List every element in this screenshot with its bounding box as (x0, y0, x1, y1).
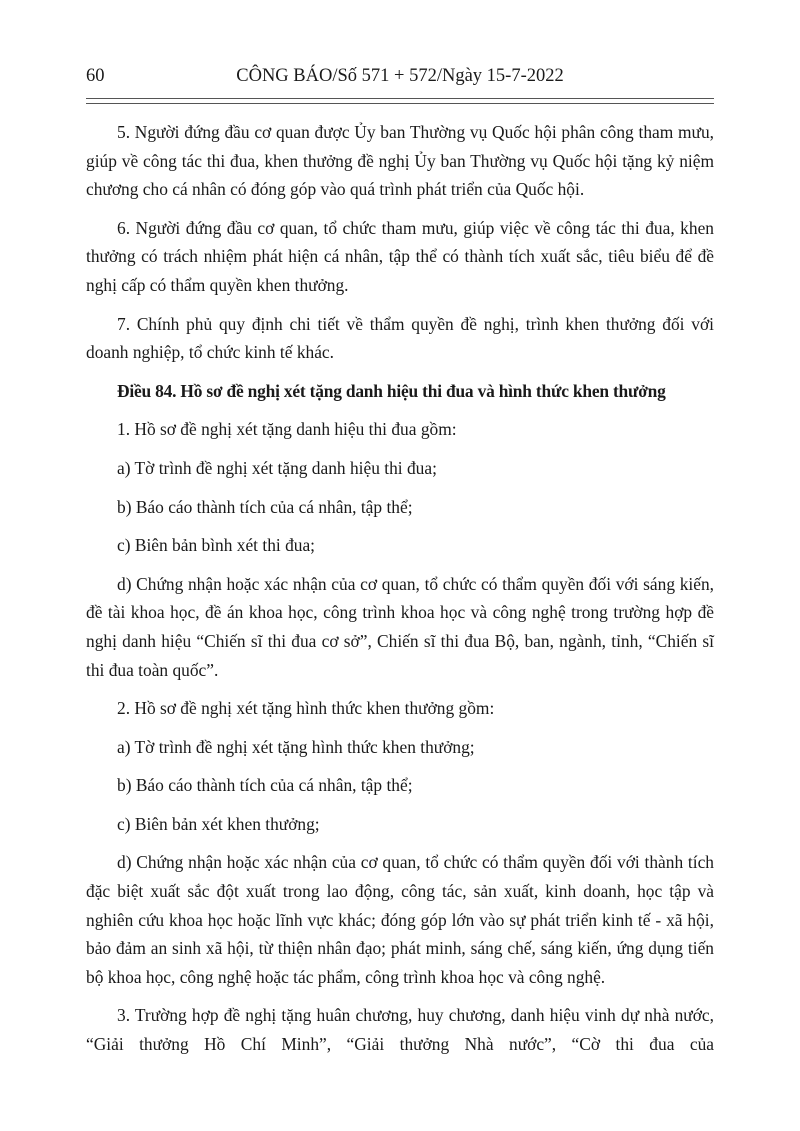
clause-1-b: b) Báo cáo thành tích của cá nhân, tập thể; (117, 496, 413, 517)
clause-2-d: d) Chứng nhận hoặc xác nhận của cơ quan, tổ chức có thẩm quyền đối với thành tích đặc biệt xuất sắc đột xuất trong lao động, công tác, sản xuất, kinh doanh, học tập và nghiên cứu khoa học hoặc lĩnh vực khác; đóng góp lớn vào sự phát triển kinh tế - xã hội, bảo đảm an sinh xã hội, từ thiện nhân đạo; phát minh, sáng chế, sáng kiến, ứng dụng tiến bộ khoa học, công nghệ hoặc tác phẩm, công trình khoa học và công nghệ. (86, 852, 714, 987)
page-header (86, 66, 714, 96)
clause-2-b: b) Báo cáo thành tích của cá nhân, tập thể; (117, 775, 413, 796)
clause-1-c: c) Biên bản bình xét thi đua; (117, 535, 316, 556)
paragraph-5: 5. Người đứng đầu cơ quan được Ủy ban Thường vụ Quốc hội phân công tham mưu, giúp về công tác thi đua, khen thưởng đề nghị Ủy ban Thường vụ Quốc hội tặng kỷ niệm chương cho cá nhân có đóng góp vào quá trình phát triển của Quốc hội. (86, 122, 714, 200)
article-84-heading: Điều 84. Hồ sơ đề nghị xét tặng danh hiệu thi đua và hình thức khen thưởng (117, 380, 666, 401)
header-double-rule (86, 98, 714, 104)
clause-2-c: c) Biên bản xét khen thưởng; (117, 813, 320, 834)
clause-1-a: a) Tờ trình đề nghị xét tặng danh hiệu thi đua; (117, 457, 437, 478)
clause-1: 1. Hồ sơ đề nghị xét tặng danh hiệu thi đua gồm: (117, 419, 457, 440)
clause-2-a: a) Tờ trình đề nghị xét tặng hình thức khen thưởng; (117, 736, 475, 757)
document-body (86, 118, 714, 1069)
paragraph-7: 7. Chính phủ quy định chi tiết về thẩm quyền đề nghị, trình khen thưởng đối với doanh nghiệp, tổ chức kinh tế khác. (86, 313, 714, 363)
running-title: CÔNG BÁO/Số 571 + 572/Ngày 15-7-2022 (236, 66, 564, 86)
page-number: 60 (86, 66, 105, 86)
clause-1-d: d) Chứng nhận hoặc xác nhận của cơ quan, tổ chức có thẩm quyền đối với sáng kiến, đề tài khoa học, đề án khoa học, công trình khoa học và công nghệ trong trường hợp đề nghị danh hiệu “Chiến sĩ thi đua cơ sở”, Chiến sĩ thi đua Bộ, ban, ngành, tỉnh, “Chiến sĩ thi đua toàn quốc”. (86, 573, 714, 680)
paragraph-6: 6. Người đứng đầu cơ quan, tổ chức tham mưu, giúp việc về công tác thi đua, khen thưởng có trách nhiệm phát hiện cá nhân, tập thể có thành tích xuất sắc, tiêu biểu để đề nghị cấp có thẩm quyền khen thưởng. (86, 217, 714, 295)
clause-3: 3. Trường hợp đề nghị tặng huân chương, huy chương, danh hiệu vinh dự nhà nước, “Giải thưởng Hồ Chí Minh”, “Giải thưởng Nhà nước”, “Cờ thi đua của (86, 1005, 714, 1055)
clause-2: 2. Hồ sơ đề nghị xét tặng hình thức khen thưởng gồm: (117, 698, 495, 719)
